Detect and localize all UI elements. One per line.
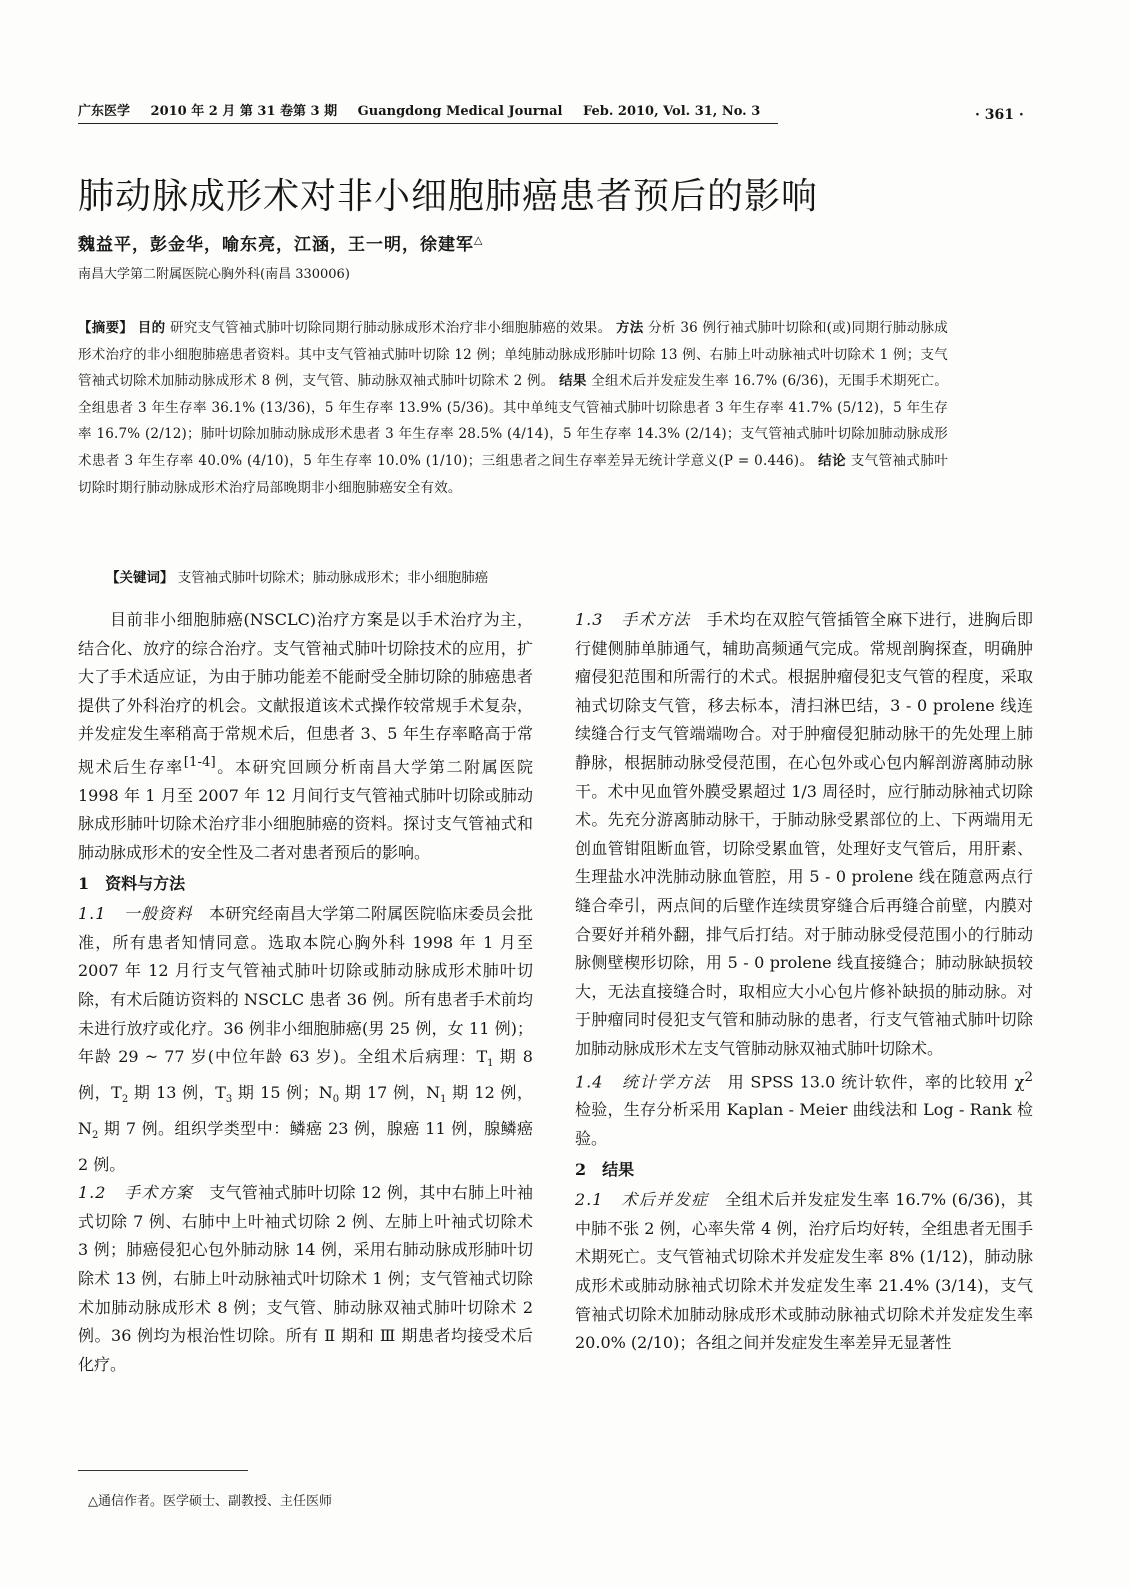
results-label: 结果 xyxy=(559,373,587,390)
footnote: △通信作者。医学硕士、副教授、主任医师 xyxy=(88,1494,332,1509)
journal-name-cn: 广东医学 xyxy=(78,104,131,119)
left-column xyxy=(78,606,533,1379)
subscript: 2 xyxy=(92,1129,99,1141)
subscript: 1 xyxy=(440,1094,447,1106)
conclusion-text: 支气管袖式肺叶切除时期行肺动脉成形术治疗局部晚期非小细胞肺癌安全有效。 xyxy=(78,452,948,496)
right-column xyxy=(575,606,1033,1358)
section-1-1 xyxy=(78,900,533,1179)
subscript: 3 xyxy=(225,1094,233,1106)
abstract xyxy=(78,315,948,501)
section-1-2 xyxy=(78,1179,533,1379)
conclusion-label: 结论 xyxy=(818,452,847,469)
section-heading-2: 2 结果 xyxy=(575,1159,635,1179)
affiliation: 南昌大学第二附属医院心胸外科(南昌 330006) xyxy=(78,267,350,282)
abstract-label: 【摘要】 xyxy=(78,320,134,336)
n-stage: N xyxy=(318,1083,333,1103)
section-1-3 xyxy=(575,606,1033,1064)
t-stage: T xyxy=(215,1083,226,1103)
stage-count: 期 7 例。 xyxy=(98,1118,175,1138)
intro-text-end: 。本研究回顾分析南昌大学第二附属医院 1998 年 1 月至 2007 年 12 月间行支气管袖式肺叶切除或肺动脉成形肺叶切除术治疗非小细胞肺癌的资料。探讨支气管袖式和肺动脉成形术的安全性及二者对患者预后的影响。 xyxy=(78,757,533,863)
section-1-4-text-end: 检验，生存分析采用 Kaplan - Meier 曲线法和 Log - Rank 检验。 xyxy=(575,1100,1033,1149)
n-stage: N xyxy=(426,1083,441,1103)
section-1-2-text: 支气管袖式肺叶切除 12 例，其中右肺上叶袖式切除 7 例、右肺中上叶袖式切除 2 例、左肺上叶袖式切除术 3 例；肺癌侵犯心包外肺动脉 14 例，采用右肺动脉成形肺叶切除术 13 例，右肺上叶动脉袖式叶切除术 1 例；支气管袖式切除术加肺动脉成形术 8 例；支气管、肺动脉双袖式肺叶切除术 2 例。36 例均为根治性切除。所有 Ⅱ 期和 Ⅲ 期患者均接受术后化疗。 xyxy=(78,1183,533,1374)
subsection-heading-1-2: 1.2 手术方案 xyxy=(78,1183,194,1203)
issue-info-cn: 2010 年 2 月 第 31 卷第 3 期 xyxy=(150,104,338,119)
issue-info-en: Feb. 2010, Vol. 31, No. 3 xyxy=(582,104,761,119)
subsection-heading-1-1: 1.1 一般资料 xyxy=(78,904,193,924)
stage-count: 期 13 例， xyxy=(128,1083,216,1103)
page-number: · 361 · xyxy=(975,107,1024,123)
section-heading-1: 1 资料与方法 xyxy=(78,873,186,893)
methods-label: 方法 xyxy=(615,320,644,336)
n-stage: N xyxy=(78,1118,92,1138)
t-stage: T xyxy=(111,1083,122,1103)
subscript: 1 xyxy=(487,1058,494,1070)
stage-count: 期 17 例， xyxy=(339,1083,427,1103)
journal-name-en: Guangdong Medical Journal xyxy=(357,104,563,119)
subscript: 0 xyxy=(332,1094,340,1106)
stage-count: 期 8 例， xyxy=(78,1047,533,1103)
section-1-3-text: 手术均在双腔气管插管全麻下进行，进胸后即行健侧肺单肺通气，辅助高频通气完成。常规剖胸探查，明确肿瘤侵犯范围和所需行的术式。根据肿瘤侵犯支气管的程度，采取袖式切除支气管，移去标本，清扫淋巴结，3 - 0 prolene 线连续缝合行支气管端端吻合。对于肿瘤侵犯肺动脉干的先处理上肺静脉，根据肺动脉受侵范围，在心包外或心包内解剖游离肺动脉干。术中见血管外膜受累超过 1/3 周径时，应行肺动脉袖式切除术。先充分游离肺动脉干，于肺动脉受累部位的上、下两端用无创血管钳阻断血管，切除受累血管，处理好支气管后，用肝素、生理盐水冲洗肺动脉血管腔，用 5 - 0 prolene 线在随意两点行缝合牵引，两点间的后壁作连续贯穿缝合后再缝合前壁，内膜对合要好并稍外翻，排气后打结。对于肺动脉受侵范围小的行肺动脉侧壁楔形切除，用 5 - 0 prolene 线直接缝合；肺动脉缺损较大，无法直接缝合时，取相应大小心包片修补缺损的肺动脉。对于肿瘤同时侵犯支气管和肺动脉的患者，行支气管袖式肺叶切除加肺动脉成形术左支气管肺动脉双袖式肺叶切除术。 xyxy=(575,610,1033,1058)
objective-label: 目的 xyxy=(137,320,166,336)
corresponding-author-mark: △ xyxy=(474,233,484,247)
stage-count: 期 15 例； xyxy=(232,1083,319,1103)
keywords-text: 支管袖式肺叶切除术；肺动脉成形术；非小细胞肺癌 xyxy=(177,570,489,586)
stage-count: 期 12 例， xyxy=(446,1083,533,1103)
objective-text: 研究支气管袖式肺叶切除同期行肺动脉成形术治疗非小细胞肺癌的效果。 xyxy=(169,320,612,336)
section-2-1-text: 全组术后并发症发生率 16.7% (6/36)，其中肺不张 2 例，心率失常 4 例，治疗后均好转，全组患者无围手术期死亡。支气管袖式切除术并发症发生率 8% (1/12)，肺动脉成形术或肺动脉袖式切除术并发症发生率 21.4% (3/14)，支气管袖式切除术加肺动脉成形术或肺动脉袖式切除术并发症发生率 20.0% (2/10)；各组之间并发症发生率差异无显著性 xyxy=(575,1190,1033,1353)
subsection-heading-1-3: 1.3 手术方法 xyxy=(575,610,691,629)
author-list xyxy=(78,230,483,255)
citation: [1-4] xyxy=(183,754,216,770)
subsection-heading-2-1: 2.1 术后并发症 xyxy=(575,1190,709,1210)
keywords xyxy=(106,566,948,586)
running-header xyxy=(78,100,778,124)
subscript: 2 xyxy=(121,1094,129,1106)
footnote-rule xyxy=(78,1470,248,1471)
section-1-4 xyxy=(575,1064,1033,1154)
authors-text: 魏益平，彭金华，喻东亮，江涵，王一明，徐建军 xyxy=(78,235,474,255)
t-stage: T xyxy=(476,1047,488,1067)
section-2-1 xyxy=(575,1186,1033,1358)
superscript: 2 xyxy=(1024,1069,1033,1085)
subsection-heading-1-4: 1.4 统计学方法 xyxy=(575,1071,711,1091)
methods-text: 分析 36 例行袖式肺叶切除和(或)同期行肺动脉成形术治疗的非小细胞肺癌患者资料。其中支气管袖式肺叶切除 12 例；单纯肺动脉成形肺叶切除 13 例、右肺上叶动脉袖式叶切除术 1 例；支气管袖式切除术加肺动脉成形术 8 例，支气管、肺动脉双袖式肺叶切除术 2 例。 xyxy=(78,320,949,390)
results-text: 全组术后并发症发生率 16.7% (6/36)，无围手术期死亡。全组患者 3 年生存率 36.1% (13/36)，5 年生存率 13.9% (5/36)。其中单纯支气管袖式肺叶切除患者 3 年生存率 41.7% (5/12)，5 年生存率 16.7% (2/12)；肺叶切除加肺动脉成形术患者 3 年生存率 28.5% (4/14)，5 年生存率 14.3% (2/14)；支气管袖式肺叶切除加肺动脉成形术患者 3 年生存率 40.0% (4/10)，5 年生存率 10.0% (1/10)；三组患者之间生存率差异无统计学意义(P = 0.446)。 xyxy=(78,373,949,469)
intro-text: 目前非小细胞肺癌(NSCLC)治疗方案是以手术治疗为主，结合化、放疗的综合治疗。支气管袖式肺叶切除技术的应用，扩大了手术适应证，为由于肺功能差不能耐受全肺切除的肺癌患者提供了外科治疗的机会。文献报道该术式操作较常规手术复杂，并发症发生率稍高于常规术后，但患者 3、5 年生存率略高于常规术后生存率 xyxy=(78,610,533,777)
section-1-1-text: 本研究经南昌大学第二附属医院临床委员会批准，所有患者知情同意。选取本院心胸外科 1998 年 1 月至 2007 年 12 月行支气管袖式肺叶切除或肺动脉成形术肺叶切除，有术后随访资料的 NSCLC 患者 36 例。所有患者手术前均未进行放疗或化疗。36 例非小细胞肺癌(男 25 例，女 11 例)；年龄 29 ~ 77 岁(中位年龄 63 岁)。全组术后病理： xyxy=(78,904,533,1067)
keywords-label: 【关键词】 xyxy=(106,570,174,586)
section-1-4-text: 用 SPSS 13.0 统计软件，率的比较用 χ xyxy=(727,1071,1025,1091)
section-1-1-text-end: 组织学类型中：鳞癌 23 例，腺癌 11 例，腺鳞癌 2 例。 xyxy=(78,1118,533,1174)
intro-paragraph xyxy=(78,606,533,868)
article-title: 肺动脉成形术对非小细胞肺癌患者预后的影响 xyxy=(78,176,819,217)
